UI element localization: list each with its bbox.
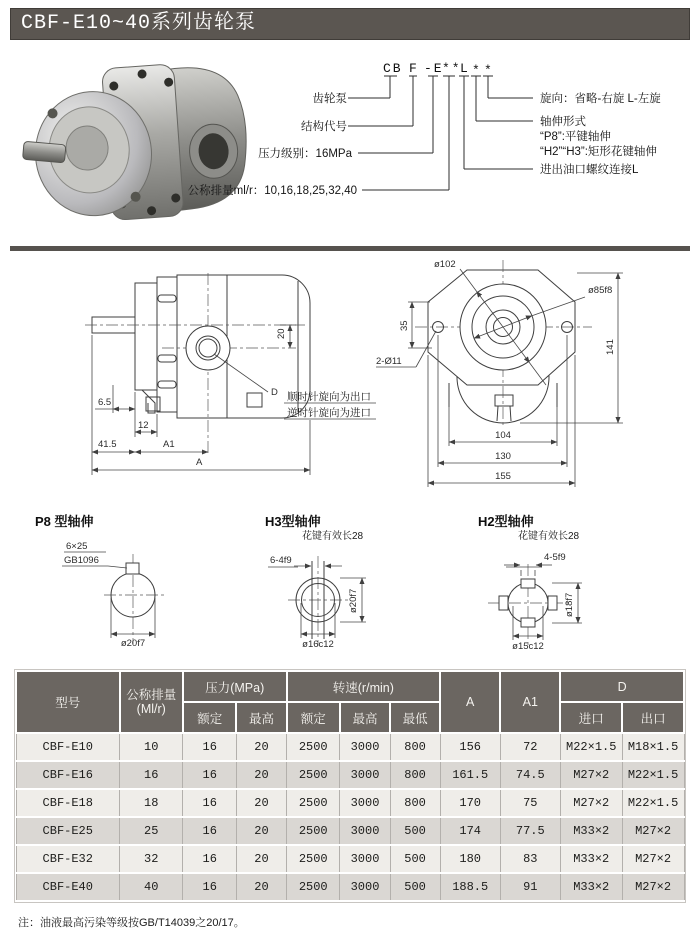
model-code-parts [383, 61, 494, 78]
code-part-e: -E [424, 61, 444, 76]
cell-d-inlet: M33×2 [560, 845, 622, 873]
col-header-model: 型号 [16, 671, 120, 733]
cell-d-inlet: M27×2 [560, 789, 622, 817]
cell-speed-min: 800 [390, 789, 440, 817]
col-header-speed-rated: 额定 [287, 702, 340, 733]
label-d: D [271, 387, 278, 398]
cell-speed-rated: 2500 [287, 789, 340, 817]
cell-pressure-rated: 16 [183, 873, 236, 901]
cell-pressure-max: 20 [236, 845, 286, 873]
cell-speed-max: 3000 [340, 873, 390, 901]
dim-12: 12 [138, 420, 149, 431]
col-header-speed-min: 最低 [390, 702, 440, 733]
code-part-l: L [460, 61, 470, 76]
cell-a: 180 [440, 845, 500, 873]
dim-2-holes: 2-Ø11 [376, 356, 402, 367]
cell-displacement: 40 [120, 873, 183, 901]
p8-key-size: 6×25 [66, 541, 88, 552]
cell-a1: 72 [500, 733, 560, 761]
dim-a: A [196, 457, 203, 468]
col-header-pressure: 压力(MPa) [183, 671, 287, 702]
cell-pressure-rated: 16 [183, 761, 236, 789]
note-clockwise-outlet: 顺时针旋向为出口 [287, 391, 371, 403]
dim-35: 35 [399, 320, 410, 331]
cell-a: 161.5 [440, 761, 500, 789]
h3-dia-outer: ø20f7 [348, 588, 359, 613]
h3-spline-size: 6-4f9 [270, 555, 292, 566]
p8-leader [62, 541, 127, 568]
cell-model: CBF-E18 [16, 789, 120, 817]
cell-displacement: 32 [120, 845, 183, 873]
label-rotation: 旋向：省略-右旋 L-左旋 [540, 93, 661, 105]
side-port-circles [186, 326, 230, 370]
label-port-thread: 进出油口螺纹连接L [540, 164, 639, 176]
col-header-pressure-max: 最高 [236, 702, 286, 733]
cell-speed-max: 3000 [340, 733, 390, 761]
label-structure-code: 结构代号 [301, 121, 347, 133]
p8-key [126, 563, 139, 574]
cell-a: 156 [440, 733, 500, 761]
cell-displacement: 25 [120, 817, 183, 845]
top-section [0, 42, 700, 242]
cell-d-inlet: M33×2 [560, 817, 622, 845]
dim-141: 141 [605, 339, 616, 355]
cell-pressure-rated: 16 [183, 733, 236, 761]
table-row [16, 873, 684, 901]
h2-dia-inner: ø15c12 [512, 641, 544, 652]
h3-spline-dim [268, 555, 342, 567]
label-shaft-type-p8: “P8”:平键轴伸 [540, 131, 611, 143]
cell-pressure-max: 20 [236, 761, 286, 789]
cell-a1: 83 [500, 845, 560, 873]
cell-speed-min: 800 [390, 733, 440, 761]
cell-a: 170 [440, 789, 500, 817]
cell-model: CBF-E10 [16, 733, 120, 761]
cell-speed-min: 500 [390, 873, 440, 901]
cell-speed-rated: 2500 [287, 845, 340, 873]
table-row [16, 789, 684, 817]
col-header-a: A [440, 671, 500, 733]
model-code-connectors [348, 76, 533, 190]
code-part-cb: CB [383, 61, 403, 76]
dim-20: 20 [276, 328, 287, 339]
cell-pressure-rated: 16 [183, 789, 236, 817]
cell-speed-max: 3000 [340, 817, 390, 845]
note-ccw-inlet: 逆时针旋向为进口 [287, 407, 371, 419]
cell-a1: 74.5 [500, 761, 560, 789]
front-view-drawing [370, 255, 690, 500]
cell-d-inlet: M22×1.5 [560, 733, 622, 761]
cell-d-outlet: M27×2 [622, 845, 684, 873]
col-header-d: D [560, 671, 684, 702]
code-part-f: F [409, 61, 419, 76]
cell-a1: 91 [500, 873, 560, 901]
cell-speed-max: 3000 [340, 789, 390, 817]
spec-table-wrap [15, 670, 685, 902]
h3-title: H3型轴伸 [265, 514, 321, 529]
cell-speed-rated: 2500 [287, 733, 340, 761]
dim-d85f8: ø85f8 [588, 285, 613, 296]
side-view-drawing [0, 255, 380, 500]
cell-model: CBF-E32 [16, 845, 120, 873]
cell-model: CBF-E40 [16, 873, 120, 901]
label-shaft-type: 轴伸形式 [540, 116, 586, 128]
cell-model: CBF-E16 [16, 761, 120, 789]
h3-shaft-diagram [250, 508, 460, 662]
cell-speed-rated: 2500 [287, 761, 340, 789]
cell-pressure-rated: 16 [183, 817, 236, 845]
table-row [16, 845, 684, 873]
cell-d-inlet: M33×2 [560, 873, 622, 901]
cell-displacement: 16 [120, 761, 183, 789]
p8-title: P8 型轴伸 [35, 514, 94, 529]
cell-d-outlet: M22×1.5 [622, 761, 684, 789]
p8-dia: ø20f7 [120, 638, 146, 649]
dim-130: 130 [495, 451, 511, 462]
h3-dia-outer-dim [340, 578, 366, 622]
cell-displacement: 18 [120, 789, 183, 817]
cell-a1: 75 [500, 789, 560, 817]
h3-dia-inner: ø16c12 [302, 639, 334, 650]
displacement-line1: 公称排量 [126, 687, 177, 702]
cell-pressure-max: 20 [236, 817, 286, 845]
cell-a1: 77.5 [500, 817, 560, 845]
col-header-pressure-rated: 额定 [183, 702, 236, 733]
h2-dia-outer: ø18f7 [564, 592, 575, 617]
h2-shaft-diagram [460, 508, 690, 662]
section-divider [10, 246, 690, 251]
spec-table-body [16, 733, 684, 901]
table-row [16, 733, 684, 761]
h2-spline-size: 4-5f9 [544, 552, 566, 563]
h2-title: H2型轴伸 [478, 514, 534, 529]
code-part-star1: * [472, 63, 482, 78]
dim-d102: ø102 [434, 259, 456, 270]
spec-table [15, 670, 685, 902]
h2-subtitle: 花键有效长28 [518, 531, 580, 542]
cell-d-inlet: M27×2 [560, 761, 622, 789]
p8-key-std: GB1096 [64, 555, 99, 566]
cell-speed-rated: 2500 [287, 817, 340, 845]
cell-pressure-max: 20 [236, 789, 286, 817]
cell-model: CBF-E25 [16, 817, 120, 845]
h3-subtitle: 花键有效长28 [302, 531, 364, 542]
code-part-disp: ** [442, 61, 462, 76]
cell-speed-min: 500 [390, 817, 440, 845]
p8-shaft-diagram [20, 508, 240, 662]
code-part-star2: * [484, 63, 494, 78]
cell-d-outlet: M22×1.5 [622, 789, 684, 817]
col-header-speed-max: 最高 [340, 702, 390, 733]
label-shaft-type-h2h3: “H2”“H3”:矩形花键轴伸 [540, 146, 657, 158]
cell-pressure-max: 20 [236, 733, 286, 761]
dim-155: 155 [495, 471, 511, 482]
h2-spline-dim [504, 552, 566, 576]
label-displacement: 公称排量ml/r：10,16,18,25,32,40 [187, 185, 357, 197]
cell-pressure-max: 20 [236, 873, 286, 901]
col-header-a1: A1 [500, 671, 560, 733]
table-row [16, 817, 684, 845]
col-header-speed: 转速(r/min) [287, 671, 441, 702]
model-code-labels [188, 91, 662, 197]
displacement-line2: (Ml/r) [136, 702, 166, 716]
page-title [10, 8, 690, 40]
cell-d-outlet: M27×2 [622, 873, 684, 901]
col-header-displacement [120, 671, 183, 733]
cell-a: 188.5 [440, 873, 500, 901]
page-title-text: CBF-E10~40系列齿轮泵 [21, 12, 257, 35]
dim-41-5: 41.5 [98, 439, 117, 450]
cell-speed-min: 500 [390, 845, 440, 873]
footnote: 注：油液最高污染等级按GB/T14039之20/17。 [18, 917, 245, 929]
table-row [16, 761, 684, 789]
cell-speed-min: 800 [390, 761, 440, 789]
label-gear-pump: 齿轮泵 [312, 93, 347, 105]
h3-centerlines [288, 556, 350, 646]
cell-speed-rated: 2500 [287, 873, 340, 901]
dim-6-5: 6.5 [98, 397, 112, 408]
dim-104: 104 [495, 430, 511, 441]
cell-speed-max: 3000 [340, 845, 390, 873]
cell-speed-max: 3000 [340, 761, 390, 789]
cell-d-outlet: M18×1.5 [622, 733, 684, 761]
col-header-d-inlet: 进口 [560, 702, 622, 733]
cell-displacement: 10 [120, 733, 183, 761]
col-header-d-outlet: 出口 [622, 702, 684, 733]
cell-a: 174 [440, 817, 500, 845]
dim-a1: A1 [163, 439, 175, 450]
label-pressure-class: 压力级别：16MPa [258, 148, 352, 160]
cell-d-outlet: M27×2 [622, 817, 684, 845]
cell-pressure-rated: 16 [183, 845, 236, 873]
model-code-diagram [0, 42, 700, 242]
